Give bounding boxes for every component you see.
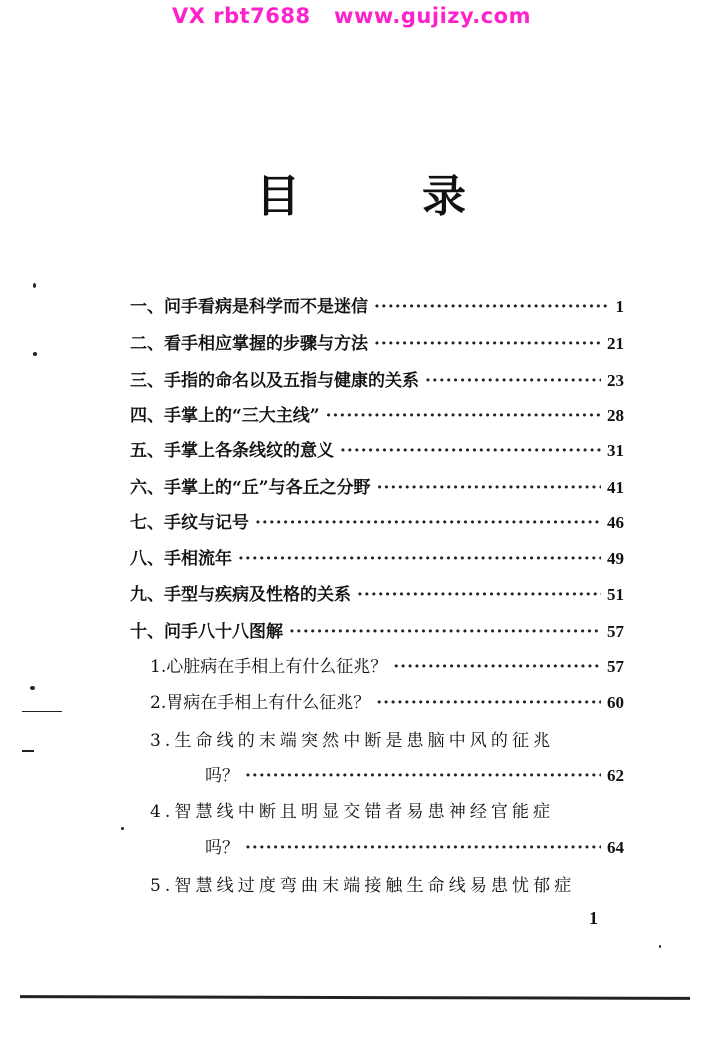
toc-entry-page: 46: [607, 513, 624, 532]
toc-entry-page: 1: [615, 297, 624, 316]
dot-leader: [245, 838, 601, 858]
toc-entry-page: 51: [607, 585, 624, 604]
dot-leader: [326, 406, 601, 426]
toc-entry[interactable]: [130, 401, 624, 426]
toc-entry[interactable]: [130, 436, 624, 461]
toc-entry-label: 一、问手看病是科学而不是迷信: [130, 297, 368, 317]
toc-entry-label: 二、看手相应掌握的步骤与方法: [130, 334, 368, 354]
dot-leader: [340, 441, 601, 461]
toc-entry-label: 十、问手八十八图解: [130, 622, 283, 642]
dot-leader: [376, 693, 601, 713]
toc-entry-label: 六、手掌上的“丘”与各丘之分野: [130, 478, 371, 498]
title-char-1: 目: [256, 171, 300, 222]
dot-leader: [255, 513, 601, 533]
toc-entry-label: 七、手纹与记号: [130, 513, 249, 533]
toc-subentry-page: 60: [607, 693, 624, 712]
toc-entry[interactable]: [130, 473, 624, 498]
toc-entry[interactable]: [130, 292, 624, 317]
toc-subentry-line[interactable]: 4.智慧线中断且明显交错者易患神经官能症: [150, 802, 555, 822]
toc-entry-page: 57: [607, 622, 624, 641]
toc-subentry-label: 1.心脏病在手相上有什么征兆？: [150, 657, 388, 677]
toc-entry-label: 九、手型与疾病及性格的关系: [130, 585, 351, 605]
toc-entry[interactable]: [130, 366, 624, 391]
dot-leader: [245, 766, 601, 786]
dot-leader: [238, 549, 601, 569]
dot-leader: [377, 478, 601, 498]
dot-leader: [357, 585, 601, 605]
scan-speck: [121, 827, 124, 830]
scan-speck: [659, 945, 661, 948]
toc-entry-page: 31: [607, 441, 624, 460]
toc-entry-page: 28: [607, 406, 624, 425]
toc-entry[interactable]: [130, 544, 624, 569]
toc-subentry-page: 64: [607, 838, 624, 857]
toc-subentry-page: 57: [607, 657, 624, 676]
toc-subentry-page: 62: [607, 766, 624, 785]
dot-leader: [425, 371, 601, 391]
scan-speck: [22, 711, 62, 712]
toc-entry-label: 五、手掌上各条线纹的意义: [130, 441, 334, 461]
scan-speck: [30, 686, 35, 690]
toc-subentry[interactable]: [205, 833, 624, 858]
toc-subentry[interactable]: [205, 761, 624, 786]
toc-entry[interactable]: [130, 580, 624, 605]
page-number: 1: [589, 908, 598, 928]
toc-entry[interactable]: [130, 508, 624, 533]
toc-entry-page: 23: [607, 371, 624, 390]
dot-leader: [374, 334, 601, 354]
toc-entry-label: 八、手相流年: [130, 549, 232, 569]
toc-subentry-label: 吗？: [205, 838, 239, 858]
watermark: VX rbt7688 www.gujizy.com: [172, 4, 531, 28]
toc-entry-label: 三、手指的命名以及五指与健康的关系: [130, 371, 419, 391]
toc-entry[interactable]: [130, 617, 624, 642]
toc-subentry-label: 吗？: [205, 766, 239, 786]
toc-entry-page: 41: [607, 478, 624, 497]
scan-speck: [22, 750, 34, 752]
toc-entry[interactable]: [130, 329, 624, 354]
toc-subentry-label: 2.胃病在手相上有什么征兆？: [150, 693, 371, 713]
toc-entry-label: 四、手掌上的“三大主线”: [130, 406, 320, 426]
toc-subentry[interactable]: [150, 688, 624, 713]
toc-subentry-line[interactable]: 3.生命线的末端突然中断是患脑中风的征兆: [150, 731, 555, 751]
toc-subentry[interactable]: [150, 652, 624, 677]
scan-speck: [33, 283, 36, 288]
dot-leader: [374, 297, 610, 317]
dot-leader: [289, 622, 601, 642]
toc-entry-page: 49: [607, 549, 624, 568]
title-char-2: 录: [422, 171, 466, 222]
toc-subentry-line[interactable]: 5.智慧线过度弯曲末端接触生命线易患忧郁症: [150, 876, 576, 896]
dot-leader: [393, 657, 601, 677]
scan-speck: [33, 352, 37, 356]
toc-entry-page: 21: [607, 334, 624, 353]
